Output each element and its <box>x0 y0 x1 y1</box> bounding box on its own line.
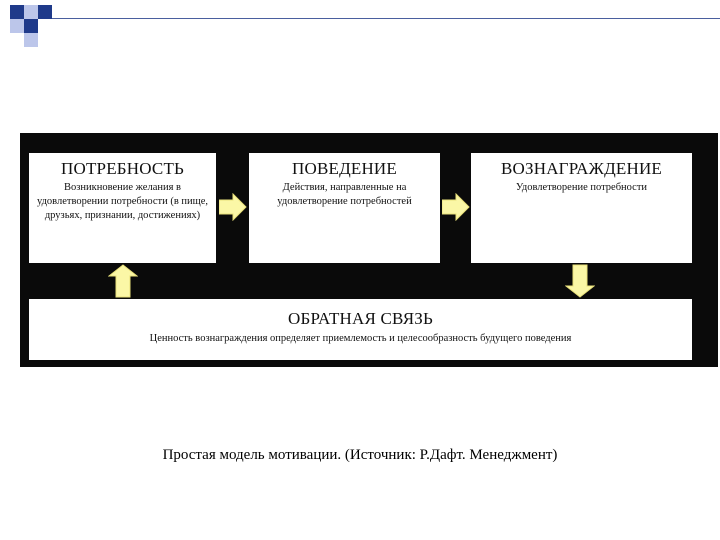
decor-square <box>24 19 38 33</box>
arrow-up-icon <box>108 264 138 298</box>
decor-square <box>38 5 52 19</box>
need-box <box>29 153 216 263</box>
feedback-title: ОБРАТНАЯ СВЯЗЬ <box>288 309 433 328</box>
figure-caption: Простая модель мотивации. (Источник: Р.Дафт. Менеджмент) <box>162 447 558 463</box>
behavior-box <box>249 153 440 263</box>
behavior-title: ПОВЕДЕНИЕ <box>292 159 397 178</box>
decor-square <box>24 5 38 19</box>
reward-title: ВОЗНАГРАЖДЕНИЕ <box>500 159 663 178</box>
feedback-box <box>29 299 692 360</box>
need-title: ПОТРЕБНОСТЬ <box>61 159 184 178</box>
reward-description: Удовлетворение потребности <box>515 182 648 193</box>
decor-square <box>24 33 38 47</box>
decor-square <box>10 19 24 33</box>
arrow-right-icon <box>442 193 470 221</box>
arrow-down-icon <box>565 264 595 298</box>
motivation-diagram <box>20 133 718 367</box>
decor-square <box>10 5 24 19</box>
need-description: Возникновение желания в удовлетворении потребности (в пище, друзьях, признании, достижениях) <box>36 182 209 221</box>
behavior-description: Действия, направленные на удовлетворение потребностей <box>277 182 412 207</box>
header-line <box>52 18 720 19</box>
feedback-description: Ценность вознаграждения определяет приемлемость и целесообразность будущего поведения <box>149 333 572 344</box>
reward-box <box>471 153 692 263</box>
arrow-right-icon <box>219 193 247 221</box>
